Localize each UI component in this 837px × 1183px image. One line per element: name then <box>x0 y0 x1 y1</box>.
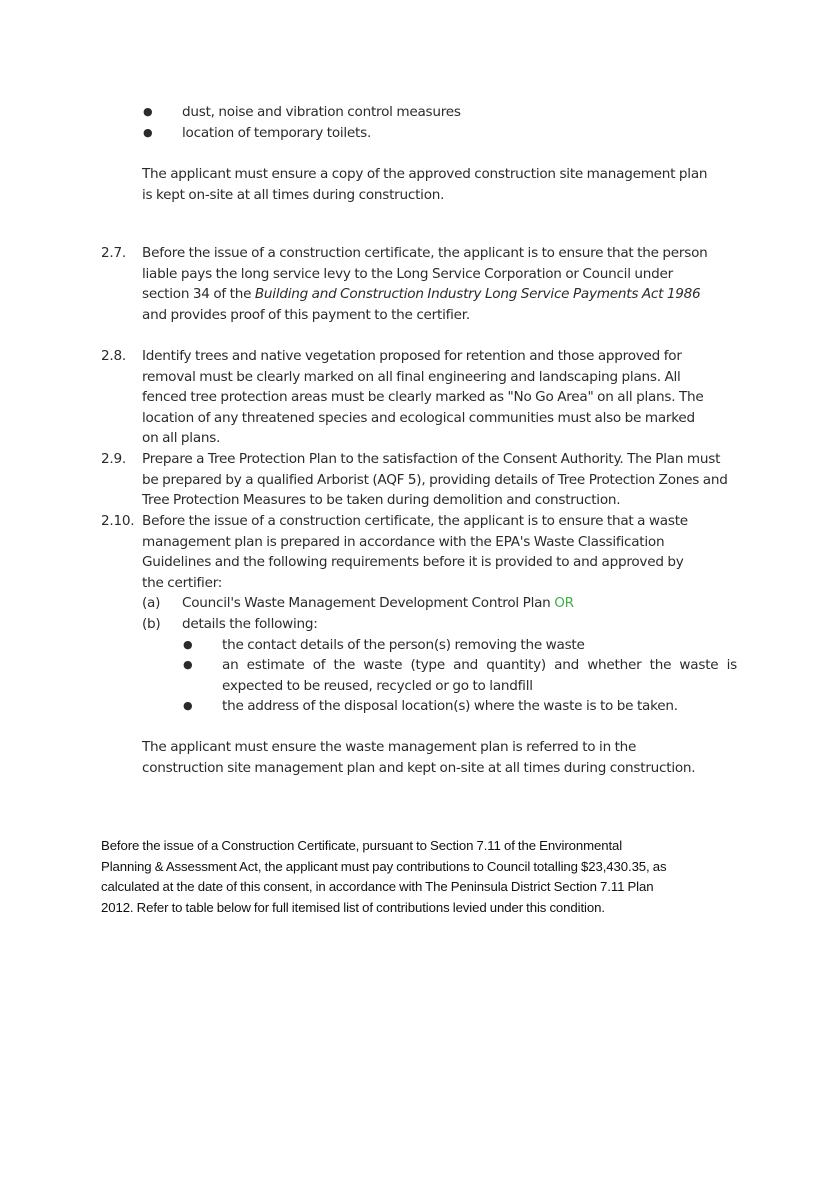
bullet-icon: ● <box>183 638 193 651</box>
paragraph-line: management plan is prepared in accordance with the EPA's Waste Classification <box>142 533 665 550</box>
paragraph-line: is kept on-site at all times during construction. <box>142 186 445 203</box>
paragraph-line: 2012. Refer to table below for full itemised list of contributions levied under this condition. <box>101 899 605 915</box>
bullet-text: dust, noise and vibration control measures <box>182 104 461 120</box>
bullet-text: location of temporary toilets. <box>182 125 372 141</box>
condition-text <box>142 511 762 593</box>
list-item <box>0 655 837 676</box>
sub-item-label-b: (b) <box>142 616 161 632</box>
paragraph-line: Before the issue of a construction certificate, the applicant is to ensure that the person <box>142 245 708 261</box>
bullet-icon: ● <box>143 126 153 139</box>
paragraph-line: and provides proof of this payment to the certifier. <box>142 306 470 323</box>
paragraph-line: Tree Protection Measures to be taken during demolition and construction. <box>142 492 621 509</box>
paragraph-line <box>142 284 762 305</box>
paragraph-line: Planning & Assessment Act, the applicant must pay contributions to Council totalling $23,430.35, as <box>101 858 667 874</box>
list-item <box>0 635 837 656</box>
bullet-text: the address of the disposal location(s) where the waste is to be taken. <box>222 698 678 714</box>
paragraph-line: Before the issue of a construction certificate, the applicant is to ensure that a waste <box>142 513 688 529</box>
paragraph-line: calculated at the date of this consent, in accordance with The Peninsula District Section 7.11 Plan <box>101 879 654 895</box>
paragraph-line: fenced tree protection areas must be clearly marked as "No Go Area" on all plans. The <box>142 389 704 406</box>
site-plan-copy-note <box>142 164 762 205</box>
paragraph-line: Guidelines and the following requirements before it is provided to and approved by <box>142 554 684 571</box>
bullet-text: the contact details of the person(s) removing the waste <box>222 637 585 653</box>
paragraph-line: Prepare a Tree Protection Plan to the satisfaction of the Consent Authority. The Plan must <box>142 451 721 467</box>
paragraph-line: The applicant must ensure the waste management plan is referred to in the <box>142 739 637 755</box>
condition-text <box>142 243 762 325</box>
list-item <box>0 102 837 123</box>
condition-text <box>142 449 762 511</box>
condition-number: 2.8. <box>101 348 126 364</box>
bullet-icon: ● <box>183 699 193 712</box>
condition-text <box>142 346 762 449</box>
sub-item-text-a <box>182 593 574 614</box>
paragraph-line: the certifier: <box>142 574 223 591</box>
list-item <box>0 696 837 717</box>
contributions-paragraph <box>101 836 761 918</box>
condition-number: 2.7. <box>101 245 126 261</box>
bullet-icon: ● <box>143 105 153 118</box>
paragraph-line: Before the issue of a Construction Certificate, pursuant to Section 7.11 of the Environmental <box>101 838 623 853</box>
paragraph-line: be prepared by a qualified Arborist (AQF 5), providing details of Tree Protection Zones and <box>142 471 728 488</box>
waste-plan-closing-note <box>142 737 762 778</box>
list-item-continuation <box>0 676 837 697</box>
bullet-icon: ● <box>183 658 193 671</box>
act-reference-prefix: section 34 of the <box>142 286 255 303</box>
condition-number: 2.9. <box>101 451 126 467</box>
sub-item-label-a: (a) <box>142 595 161 611</box>
list-item <box>0 123 837 144</box>
or-marker: OR <box>554 595 574 611</box>
condition-number: 2.10. <box>101 513 135 529</box>
bullet-text: an estimate of the waste (type and quantity) and whether the waste is <box>222 657 737 673</box>
bullet-text: expected to be reused, recycled or go to landfill <box>222 678 533 694</box>
paragraph-line: on all plans. <box>142 430 221 447</box>
paragraph-line: construction site management plan and kept on-site at all times during construction. <box>142 759 696 776</box>
paragraph-line: removal must be clearly marked on all final engineering and landscaping plans. All <box>142 368 681 385</box>
paragraph-line: location of any threatened species and ecological communities must also be marked <box>142 409 695 426</box>
sub-item-text-b: details the following: <box>182 616 318 632</box>
waste-dcp-reference: Council's Waste Management Development Control Plan <box>182 595 555 611</box>
act-title: Building and Construction Industry Long Service Payments Act 1986 <box>254 286 701 303</box>
paragraph-line: liable pays the long service levy to the Long Service Corporation or Council under <box>142 265 673 282</box>
paragraph-line: The applicant must ensure a copy of the approved construction site management plan <box>142 166 708 182</box>
paragraph-line: Identify trees and native vegetation proposed for retention and those approved for <box>142 348 682 364</box>
